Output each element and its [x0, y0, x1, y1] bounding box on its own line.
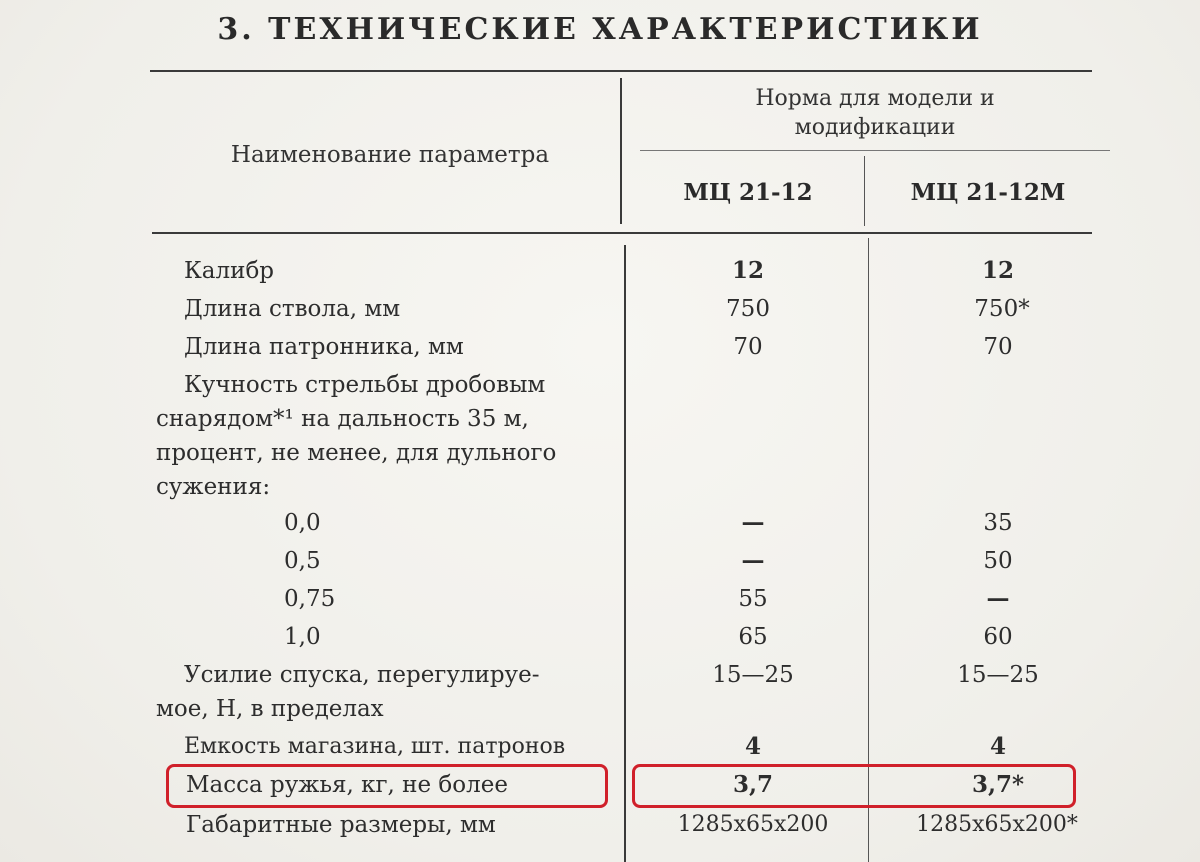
- row-label-pattern-line4: сужения:: [156, 474, 271, 500]
- row-choke-0-5-a: —: [741, 547, 765, 574]
- header-parameter: Наименование параметра: [230, 142, 550, 168]
- row-label-weight: Масса ружья, кг, не более: [186, 772, 508, 798]
- header-model-b: МЦ 21-12М: [910, 179, 1066, 206]
- row-label-choke-0-5: 0,5: [284, 548, 321, 574]
- row-label-pattern-line2: снарядом*¹ на дальность 35 м,: [156, 406, 529, 432]
- row-label-barrel-length: Длина ствола, мм: [184, 296, 401, 322]
- highlight-weight-values: [632, 764, 1076, 808]
- header-norm-line2: модификации: [794, 115, 956, 140]
- row-dimensions-a: 1285x65x200: [677, 812, 829, 837]
- column-divider-param-body: [624, 245, 626, 862]
- row-choke-1-0-a: 65: [738, 624, 768, 650]
- row-barrel-length-a: 750: [726, 296, 770, 322]
- row-magazine-a: 4: [744, 733, 761, 760]
- row-label-dimensions: Габаритные размеры, мм: [186, 812, 496, 838]
- row-caliber-a: 12: [731, 257, 764, 284]
- row-dimensions-b: 1285x65x200*: [916, 812, 1078, 837]
- row-label-chamber-length: Длина патронника, мм: [184, 334, 464, 360]
- highlight-weight-label: [166, 764, 608, 808]
- row-label-magazine: Емкость магазина, шт. патронов: [184, 734, 566, 759]
- row-label-choke-1-0: 1,0: [284, 624, 321, 650]
- table-top-rule: [150, 70, 1092, 72]
- row-label-trigger-line2: мое, Н, в пределах: [156, 696, 384, 722]
- row-weight-b: 3,7*: [971, 771, 1025, 798]
- row-choke-0-0-a: —: [741, 509, 765, 536]
- row-choke-0-0-b: 35: [983, 510, 1013, 536]
- row-chamber-length-a: 70: [733, 334, 763, 360]
- row-label-trigger-line1: Усилие спуска, перегулируе-: [184, 662, 540, 688]
- row-label-caliber: Калибр: [184, 258, 275, 284]
- row-barrel-length-b: 750*: [974, 296, 1030, 322]
- row-choke-0-75-b: —: [986, 585, 1010, 612]
- row-choke-1-0-b: 60: [983, 624, 1013, 650]
- row-choke-0-5-b: 50: [983, 548, 1013, 574]
- row-label-choke-0-75: 0,75: [284, 586, 336, 612]
- row-label-choke-0-0: 0,0: [284, 510, 321, 536]
- header-model-a: МЦ 21-12: [683, 179, 813, 206]
- row-chamber-length-b: 70: [983, 334, 1013, 360]
- row-caliber-b: 12: [981, 257, 1014, 284]
- page-title: 3. ТЕХНИЧЕСКИЕ ХАРАКТЕРИСТИКИ: [217, 12, 983, 47]
- header-norm-line1: Норма для модели и: [755, 86, 995, 111]
- row-choke-0-75-a: 55: [738, 586, 768, 612]
- row-label-pattern-line3: процент, не менее, для дульного: [156, 440, 557, 466]
- column-divider-param: [620, 78, 622, 224]
- row-trigger-a: 15—25: [712, 662, 794, 688]
- norm-header-rule: [640, 150, 1110, 151]
- row-weight-a: 3,7: [732, 771, 773, 798]
- row-magazine-b: 4: [989, 733, 1006, 760]
- row-label-pattern-line1: Кучность стрельбы дробовым: [184, 372, 546, 398]
- table-header-rule: [152, 232, 1092, 234]
- row-trigger-b: 15—25: [957, 662, 1039, 688]
